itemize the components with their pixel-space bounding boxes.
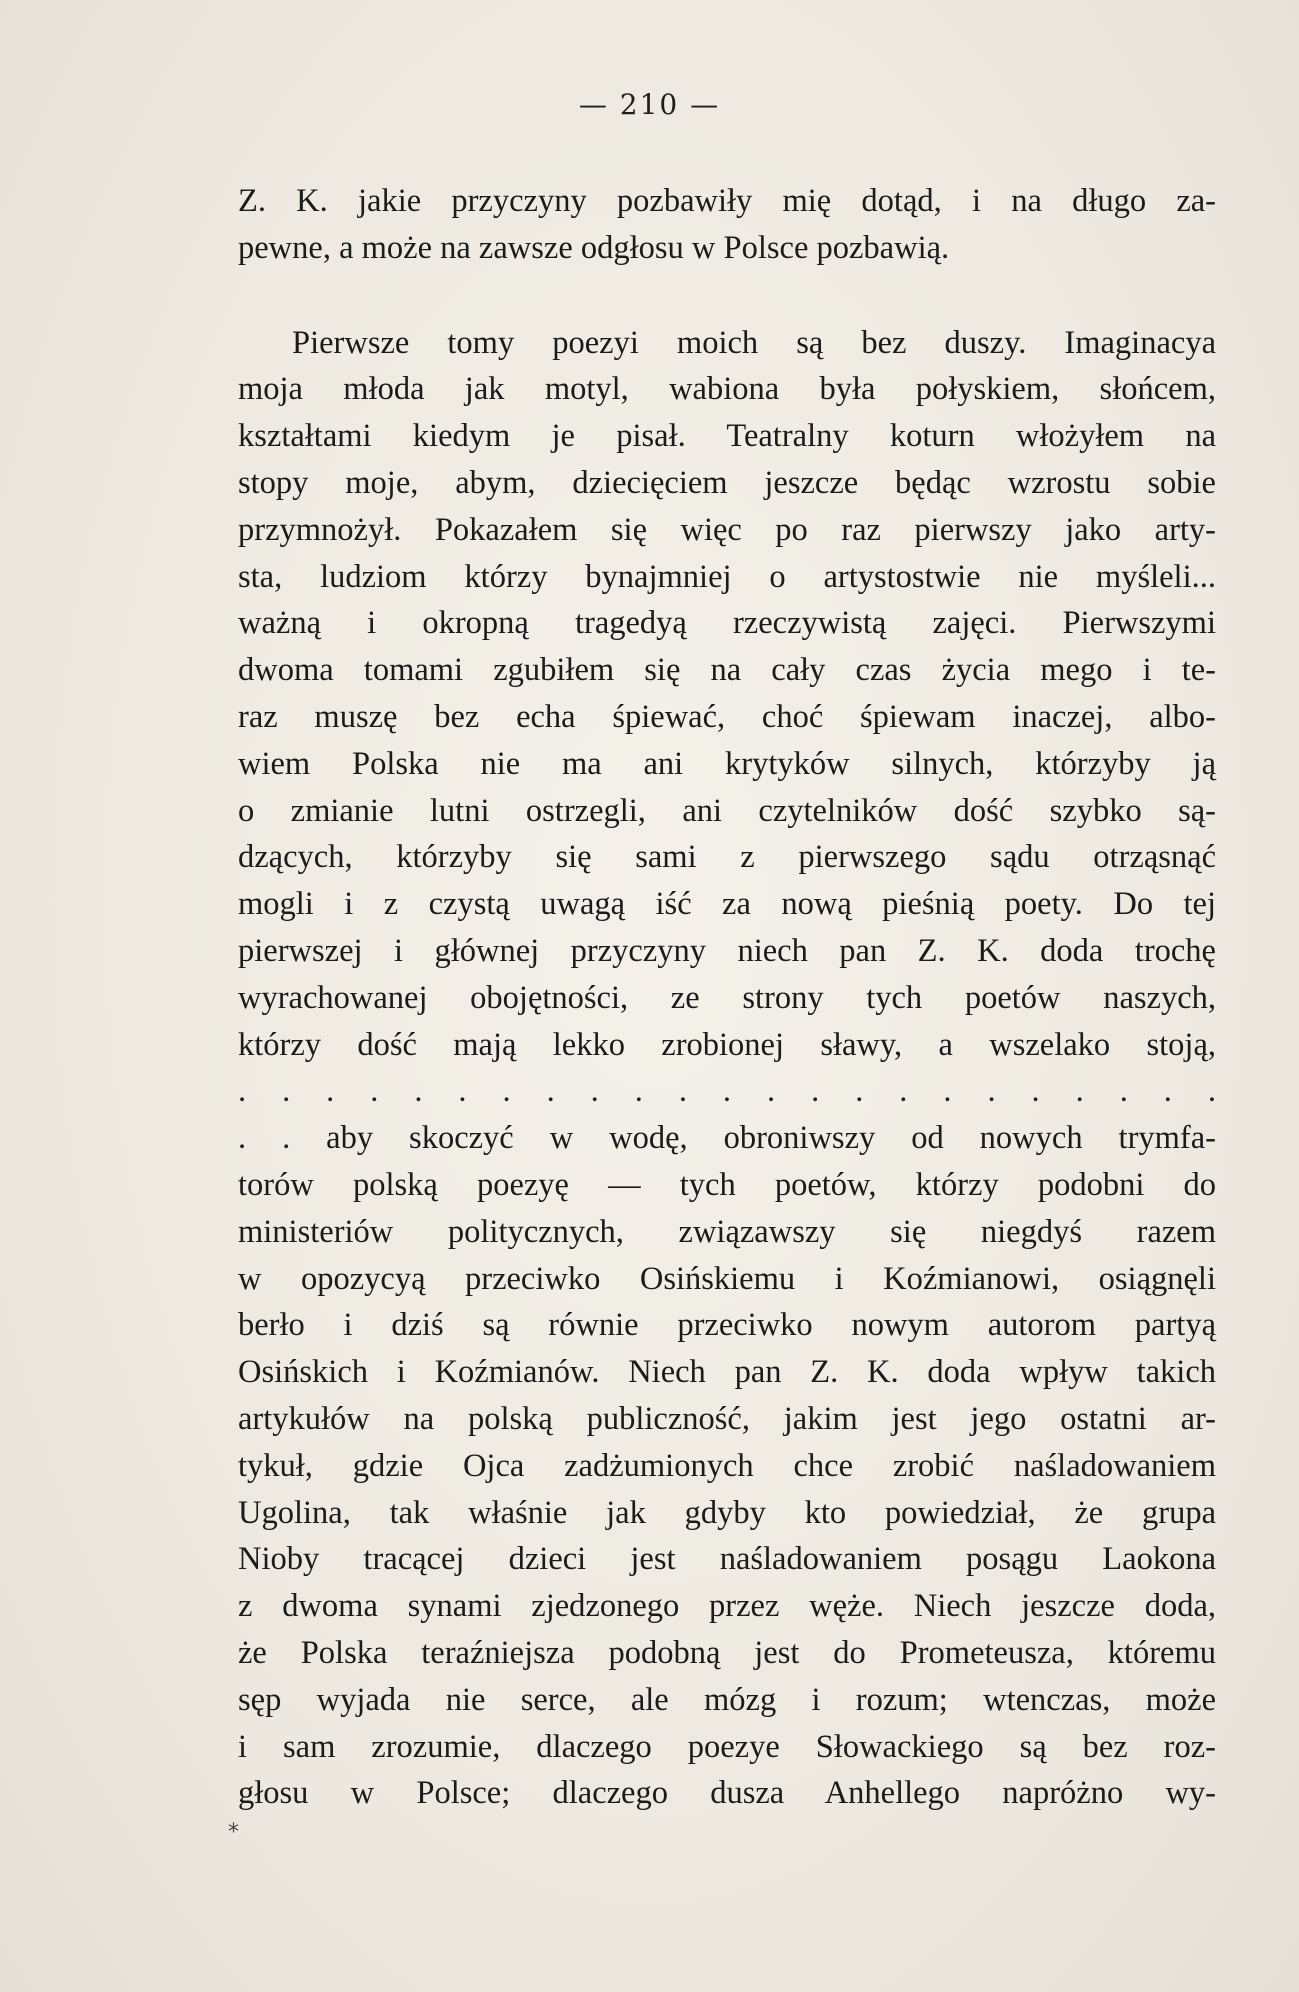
text-line: . . aby skoczyć w wodę, obroniwszy od nowych trymfa- [238,1120,1216,1157]
text-line: Ugolina, tak właśnie jak gdyby kto powiedział, że grupa [238,1494,1216,1531]
text-line: wiem Polska nie ma ani krytyków silnych, którzyby ją [238,745,1216,782]
text-line: berło i dziś są równie przeciwko nowym autorom partyą [238,1307,1216,1344]
text-line: pierwszej i głównej przyczyny niech pan Z. K. doda trochę [238,932,1216,969]
text-line: w opozycyą przeciwko Osińskiemu i Koźmianowi, osiągnęli [238,1260,1216,1297]
text-line: raz muszę bez echa śpiewać, choć śpiewam inaczej, albo- [238,698,1216,735]
text-line: mogli i z czystą uwagą iść za nową pieśnią poety. Do tej [238,886,1216,923]
text-line: dzących, którzyby się sami z pierwszego sądu otrząsnąć [238,839,1216,876]
text-line: stopy moje, abym, dziecięciem jeszcze będąc wzrostu sobie [238,464,1216,501]
text-line: ministeriów politycznych, związawszy się niegdyś razem [238,1213,1216,1250]
ellipsis-row: . . . . . . . . . . . . . . . . . . . . . . . [238,1073,1216,1110]
paragraph-gap [238,272,1216,320]
text-line: ważną i okropną tragedyą rzeczywistą zajęci. Pierwszymi [238,605,1216,642]
text-line: Nioby tracącej dzieci jest naśladowaniem posągu Laokona [238,1541,1216,1578]
text-line: dwoma tomami zgubiłem się na cały czas życia mego i te- [238,652,1216,689]
text-line: kształtami kiedym je pisał. Teatralny koturn włożyłem na [238,418,1216,455]
page-number: — 210 — [578,88,721,121]
text-line: sęp wyjada nie serce, ale mózg i rozum; wtenczas, może [238,1681,1216,1718]
text-line: artykułów na polską publiczność, jakim jest jego ostatni ar- [238,1400,1216,1437]
text-line: przymnożył. Pokazałem się więc po raz pierwszy jako arty- [238,511,1216,548]
text-line: głosu w Polsce; dlaczego dusza Anhellego napróżno wy- [238,1775,1216,1812]
footer-asterisk: * [228,1820,239,1845]
text-line: z dwoma synami zjedzonego przez węże. Niech jeszcze doda, [238,1588,1216,1625]
text-line: którzy dość mają lekko zrobionej sławy, a wszelako stoją, [238,1026,1216,1063]
text-line: i sam zrozumie, dlaczego poezye Słowackiego są bez roz- [238,1728,1216,1765]
text-line: Osińskich i Koźmianów. Niech pan Z. K. doda wpływ takich [238,1354,1216,1391]
text-line: że Polska teraźniejsza podobną jest do Prometeusza, któremu [238,1634,1216,1671]
text-line: wyrachowanej obojętności, ze strony tych poetów naszych, [238,979,1216,1016]
text-line: pewne, a może na zawsze odgłosu w Polsce pozbawią. [238,229,950,266]
page-body [238,178,1216,1817]
text-line: sta, ludziom którzy bynajmniej o artystostwie nie myśleli... [238,558,1216,595]
text-line: torów polską poezyę — tych poetów, którzy podobni do [238,1166,1216,1203]
text-line: moja młoda jak motyl, wabiona była połyskiem, słońcem, [238,371,1216,408]
text-line: o zmianie lutni ostrzegli, ani czytelników dość szybko są- [238,792,1216,829]
text-line: tykuł, gdzie Ojca zadżumionych chce zrobić naśladowaniem [238,1447,1216,1484]
text-line: Z. K. jakie przyczyny pozbawiły mię dotąd, i na długo za- [238,183,1216,219]
text-line: Pierwsze tomy poezyi moich są bez duszy. Imaginacya [292,324,1216,361]
